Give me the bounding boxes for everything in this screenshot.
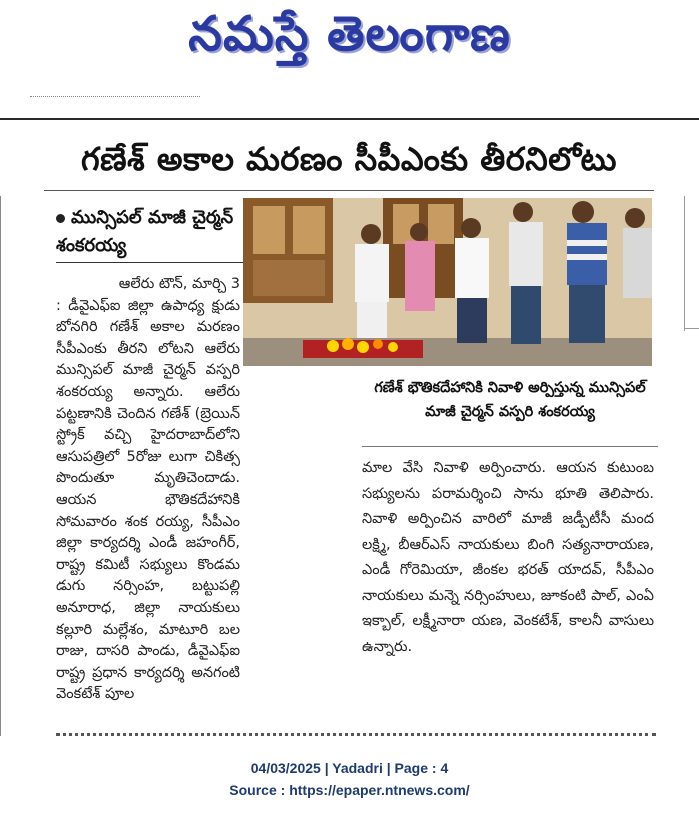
body-text-right: మాల వేసి నివాళి అర్పించారు. ఆయన కుటుంబ సభ్యులను పరామర్శించి సాను భూతి తెలిపారు. నివాళి అర్పించిన వారిలో మాజీ జడ్పీటీసీ మంద లక్ష్మి, బీఆర్ఎస్ నాయకులు బింగి సత్యనారాయణ, ఎండీ గోరెమియా, జీంకల భరత్ యాదవ్, సీపీఎం నాయకులు మన్నె నర్సింహులు, జూకంటి పాల్, ఎంఏ ఇక్బాల్, లక్ష్మీనారా యణ, వెంకటేశ్, కాలనీ వాసులు ఉన్నారు. [362, 460, 654, 655]
byline [56, 204, 244, 260]
byline-text: మున్సిపల్ మాజీ చైర్మన్ శంకరయ్య [56, 207, 234, 256]
article-body-left [56, 274, 240, 706]
dateline: ఆలేరు టౌన్, మార్చి 3 [118, 276, 240, 292]
caption-divider [362, 446, 658, 447]
crop-mark [684, 328, 699, 329]
news-photo [243, 198, 652, 366]
byline-divider [56, 262, 244, 263]
masthead [0, 0, 699, 86]
photo-illustration [243, 198, 652, 366]
edition-info: 04/03/2025 | Yadadri | Page : 4 [250, 760, 449, 776]
clipped-text-fragment [30, 96, 200, 105]
bullet-icon [56, 214, 65, 223]
article-headline: గణేశ్ అకాల మరణం సీపీఎంకు తీరనిలోటు [81, 140, 617, 178]
clipped-next-headline [56, 733, 656, 744]
body-text-left: : డీవైఎఫ్ఐ జిల్లా ఉపాధ్య క్షుడు బోనగిరి గణేశ్ అకాల మరణం సీపీఎంకు తీరని లోటని ఆలేరు మున్సిపల్ మాజీ చైర్మన్ వస్పరి శంకరయ్య అన్నారు. ఆలేరు పట్టణానికి చెందిన గణేశ్ (బ్రెయిన్ స్ట్రోక్ వచ్చి హైదరాబాద్‌లోని ఆసుపత్రిలో 5రోజు లుగా చికిత్స పొందుతూ మృతిచెందాడు. ఆయన భౌతికదేహానికి సోమవారం శంక రయ్య, సీపీఎం జిల్లా కార్యదర్శి ఎండీ జహంగీర్, రాష్ట్ర కమిటీ సభ్యులు కొండమ డుగు నర్సింహ, బట్టుపల్లి అనూరాధ, జిల్లా నాయకులు కల్లూరి మల్లేశం, మాటూరి బల రాజు, దాసరి పాండు, డీవైఎఫ్ఐ రాష్ట్ర ప్రధాన కార్యదర్శి అనగంటి వెంకటేశ్ పూల [56, 297, 240, 703]
photo-caption: గణేశ్ భౌతికదేహానికి నివాళి అర్పిస్తున్న మున్సిపల్ మాజీ చైర్మన్ వస్పరి శంకరయ్య [374, 380, 646, 420]
newspaper-logo: నమస్తే తెలంగాణ [188, 6, 511, 62]
article-body-right [362, 456, 654, 660]
source-info: Source : https://epaper.ntnews.com/ [229, 782, 470, 798]
top-divider [0, 118, 699, 120]
headline-divider [44, 190, 654, 191]
column-rule-right [684, 196, 685, 331]
column-rule [0, 196, 1, 736]
